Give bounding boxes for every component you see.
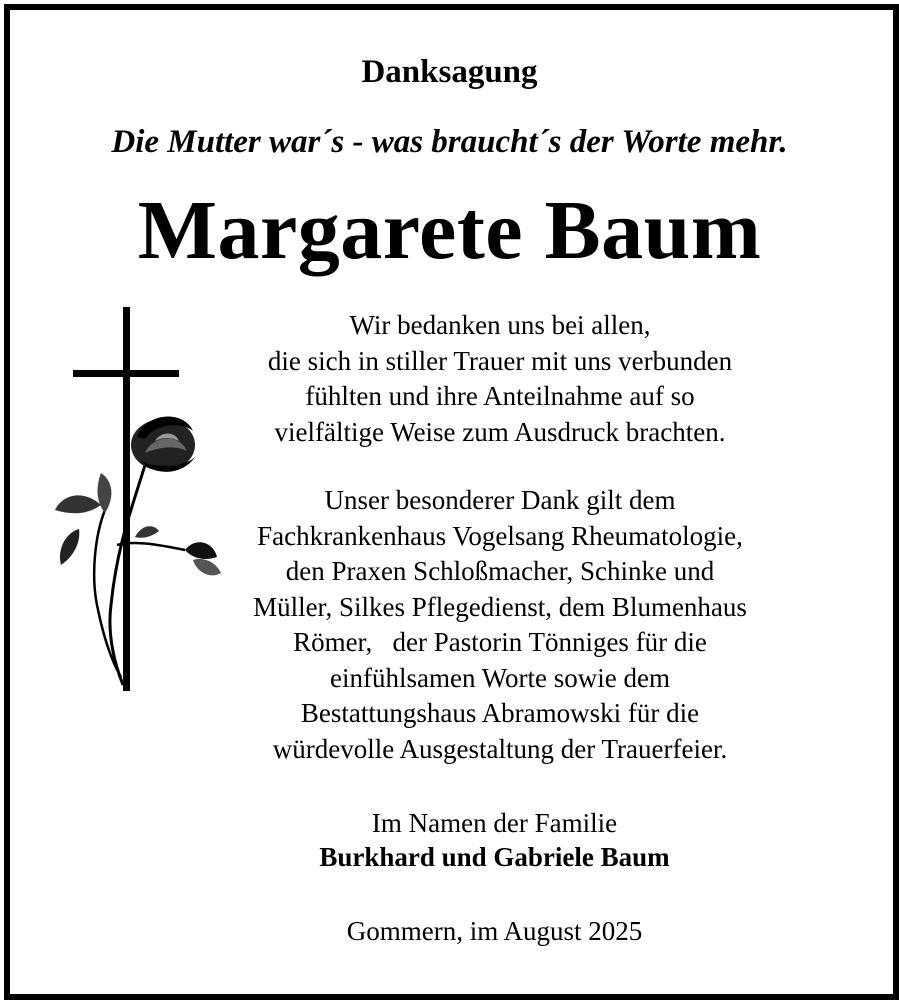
text-line: Fachkrankenhaus Vogelsang Rheumatologie, <box>257 520 743 551</box>
text-line: Wir bedanken uns bei allen, <box>349 310 651 340</box>
text-line: Bestattungshaus Abramowski für die <box>300 698 700 728</box>
place-date: Gommern, im August 2025 <box>346 916 643 946</box>
text-line: einfühlsamen Worte sowie dem <box>330 662 670 693</box>
motto: Die Mutter war´s - was braucht´s der Worte mehr. <box>111 124 788 160</box>
cross-with-rose-icon <box>45 305 225 695</box>
text-line: die sich in stiller Trauer mit uns verbunden <box>267 345 733 376</box>
text-line: Römer, der Pastorin Tönniges für die <box>293 627 707 657</box>
text-line: Unser besonderer Dank gilt dem <box>324 485 676 515</box>
text-line: vielfältige Weise zum Ausdruck brachten. <box>274 416 726 447</box>
thanks-paragraph-1 <box>200 308 800 450</box>
text-line: Müller, Silkes Pflegedienst, dem Blumenhaus <box>253 591 747 622</box>
deceased-name: Margarete Baum <box>137 184 762 277</box>
family-line: Im Namen der Familie <box>371 808 618 838</box>
text-line: den Praxen Schloßmacher, Schinke und <box>285 556 715 586</box>
text-line: würdevolle Ausgestaltung der Trauerfeier. <box>272 733 728 764</box>
text-line: fühlten und ihre Anteilnahme auf so <box>305 381 695 411</box>
signatories: Burkhard und Gabriele Baum <box>319 842 670 872</box>
thanks-paragraph-2 <box>200 483 800 767</box>
heading: Danksagung <box>361 54 538 90</box>
